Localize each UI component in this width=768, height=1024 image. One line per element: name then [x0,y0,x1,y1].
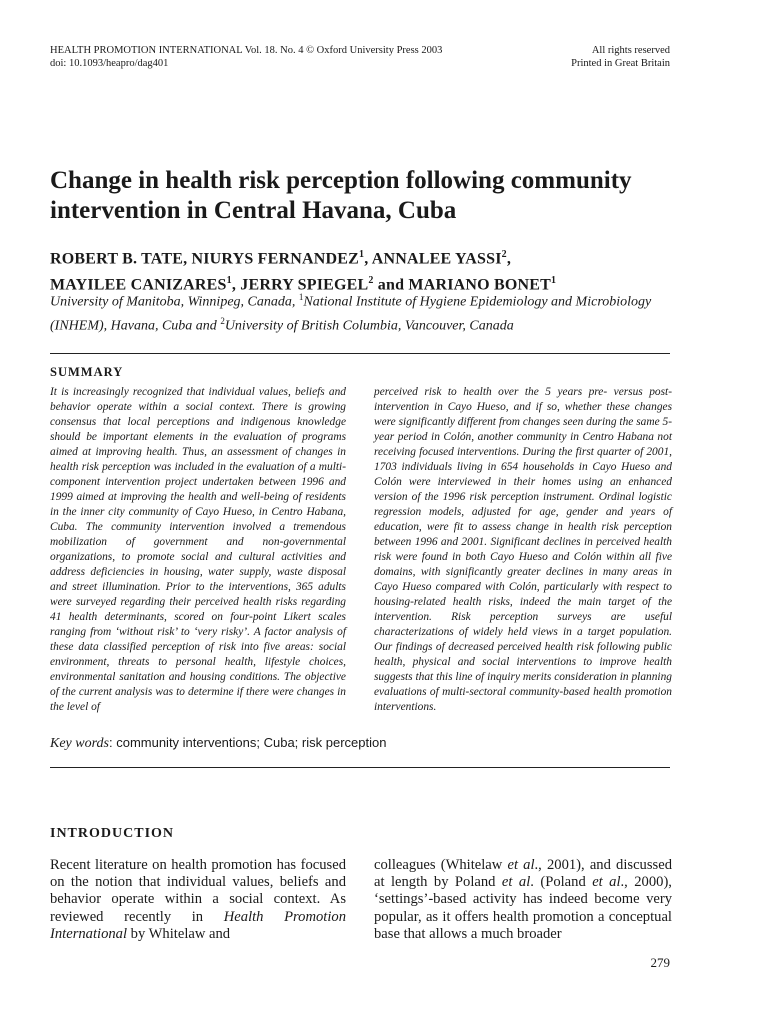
abstract-column-right [374,385,672,715]
et-al: et al [592,874,621,891]
page-number: 279 [650,955,670,970]
et-al: et al [507,857,535,873]
intro-column-right [374,857,672,943]
doi: doi: 10.1093/heapro/dag401 [50,58,169,69]
abstract-column-left [50,385,346,715]
affil-marker: 1 [298,292,304,302]
affil-marker: 1 [359,249,365,260]
body-text: . (Poland [530,874,593,891]
affil-marker: 2 [368,275,374,287]
body-text: Recent literature on health promotion has focused on the notion that individual values, beliefs and behavior operate within a social context. As reviewed recently in [50,857,346,925]
intro-column-left [50,857,346,943]
affil-marker: 2 [220,315,225,326]
affil-marker: 1 [551,275,557,287]
abstract-text: perceived risk to health over the 5 years pre- versus post-intervention in Cayo Hueso, and if so, whether these changes were significantly different from changes seen during the same 5-year period in Colón, another community in Centro Habana not receiving focused interventions. During the first quarter of 2001, 1703 individuals living in 654 households in Cayo Hueso and Colón were interviewed in their homes using an enhanced version of the 1996 risk perception instrument. Ordinal logistic regression models, adjusted for age, gender and years of education, were fit to assess change in health risk perception between 1996 and 2001. Significant declines in perceived health risk were found in both Cayo Hueso and Colón within all five domains, with significantly greater declines in many areas in Cayo Hueso compared with Colón, particularly with respect to housing-related health risks, indeed the main target of the intervention. Risk perception surveys are useful characterizations of widely held views in a target population. Our findings of decreased perceived health risk following public health, physical and social interventions to improve health suggests that this line of inquiry merits consideration in planning evaluations of multi-sectoral community-based health promotion interventions. [374,386,672,713]
keywords-value: : community interventions; Cuba; risk perception [108,735,387,750]
keywords-label: Key words [50,736,109,751]
running-header [50,44,442,70]
author-text: MAYILEE CANIZARES [50,276,227,294]
rights-header [571,44,670,70]
author-text: , ANNALEE YASSI [364,250,502,268]
author-text: and MARIANO BONET [373,276,551,294]
affiliation-text: University of British Columbia, Vancouver, Canada [224,318,514,334]
et-al: et al [501,874,531,891]
affiliation-text: National Institute of Hygiene Epidemiology and Microbiology (INHEM), Havana, Cuba and [50,294,652,334]
body-paragraph [50,857,346,943]
body-text: colleagues (Whitelaw [374,857,508,873]
body-text: by Whitelaw and [127,925,231,942]
affil-marker: 2 [501,249,507,260]
rights-text: All rights reserved [591,45,670,56]
introduction-heading: INTRODUCTION [50,826,175,841]
body-text: ., 2001), and discussed at length by Poland [374,857,672,891]
divider-top [50,353,670,354]
divider-bottom [50,767,670,768]
author-text: , [506,250,512,268]
journal-line: HEALTH PROMOTION INTERNATIONAL Vol. 18. No. 4 © Oxford University Press 2003 [50,45,443,56]
printed-text: Printed in Great Britain [571,58,670,69]
affiliation-text: University of Manitoba, Winnipeg, Canada, [50,294,299,310]
affil-marker: 1 [226,275,232,287]
body-paragraph [374,857,672,943]
author-text: , JERRY SPIEGEL [231,276,369,294]
summary-heading: SUMMARY [50,365,124,379]
keywords-line [50,735,386,752]
author-text: ROBERT B. TATE, NIURYS FERNANDEZ [50,250,360,268]
paper-title: Change in health risk perception following community intervention in Central Havana, Cuba [50,167,632,224]
body-text: ., 2000), ‘settings’-based activity has indeed become very popular, as it offers health promotion a conceptual base that allows a much broader [374,874,672,942]
affiliations [50,288,690,335]
journal-name: Health Promotion International [50,908,346,942]
abstract-text: It is increasingly recognized that individual values, beliefs and behavior operate within a social context. There is growing consensus that local perceptions and indigenous knowledge should be important elements in the evaluation of programs aimed at improving health. Thus, an assessment of changes in health risk perception was included in the evaluation of a multi-component intervention project undertaken between 1996 and 1999 aimed at improving the health and well-being of residents in the inner city community of Cayo Hueso, in Centro Habana, Cuba. The community intervention involved a tremendous mobilization of government and non-governmental organizations, to promote social and cultural activities and address deficiencies in housing, water supply, waste disposal and street illumination. Prior to the interventions, 365 adults were surveyed regarding their perceived health risks regarding 41 health determinants, scored on four-point Likert scales ranging from ‘without risk’ to ‘very risky’. A factor analysis of these data classified perception of risk into five areas: social environment, threats to personal health, lifestyle choices, environmental sanitation and housing conditions. The objective of the current analysis was to determine if there were changes in the level of [50,386,346,713]
